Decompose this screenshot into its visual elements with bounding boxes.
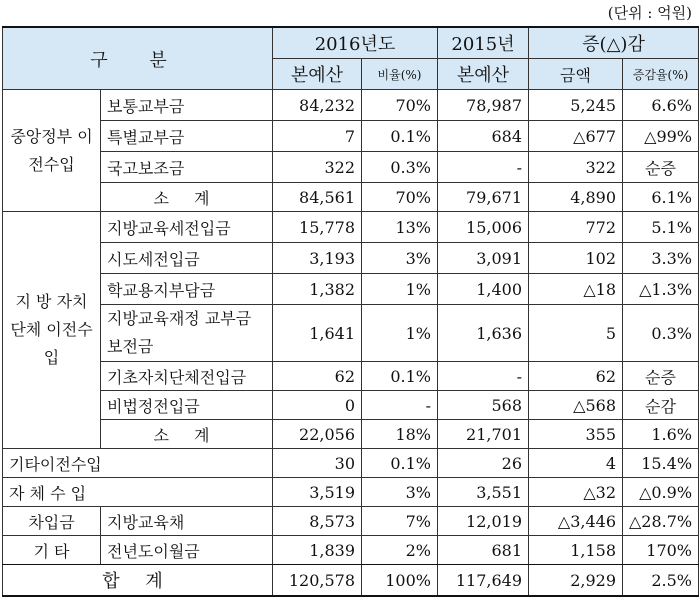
table-row [3,536,699,565]
cell-ratio: 18% [362,420,438,449]
table-row [3,305,699,362]
cell-amount: 62 [529,362,623,391]
cell-amount: 322 [529,152,623,183]
cell-ratio: 100% [362,565,438,597]
cell-rate: 6.6% [623,90,699,121]
grand-total-row [3,565,699,597]
row-item: 시도세전입금 [101,243,273,274]
cell-ratio: 0.3% [362,152,438,183]
cell-ratio: - [362,391,438,420]
cell-amount: 5,245 [529,90,623,121]
group-local: 지 방 자치단체 이전수입 [3,212,101,449]
cell-b2016: 1,382 [273,274,362,305]
cell-rate: △99% [623,121,699,152]
cell-b2016: 8,573 [273,507,362,536]
cell-amount: 772 [529,212,623,243]
cell-rate: 3.3% [623,243,699,274]
table-row [3,391,699,420]
cell-rate: 0.3% [623,305,699,362]
cell-ratio: 1% [362,274,438,305]
budget-table [2,26,699,597]
cell-amount: 102 [529,243,623,274]
cell-amount: 4,890 [529,183,623,212]
row-item: 특별교부금 [101,121,273,152]
cell-b2015: 681 [438,536,529,565]
header-category: 구 분 [3,27,273,90]
cell-b2015: 79,671 [438,183,529,212]
cell-b2015: - [438,152,529,183]
cell-rate: 5.1% [623,212,699,243]
cell-ratio: 0.1% [362,362,438,391]
cell-b2015: 3,091 [438,243,529,274]
cell-ratio: 3% [362,478,438,507]
cell-b2016: 1,641 [273,305,362,362]
cell-amount: △32 [529,478,623,507]
cell-b2016: 1,839 [273,536,362,565]
cell-b2015: 568 [438,391,529,420]
header-ratio: 비율(%) [362,59,438,90]
cell-ratio: 2% [362,536,438,565]
row-item: 기초자치단체전입금 [101,362,273,391]
row-item: 소 계 [101,183,273,212]
cell-b2016: 3,519 [273,478,362,507]
cell-ratio: 0.1% [362,449,438,478]
row-item: 지방교육채 [101,507,273,536]
row-item: 보통교부금 [101,90,273,121]
cell-rate: 순증 [623,152,699,183]
cell-b2016: 22,056 [273,420,362,449]
header-change-rate: 증감율(%) [623,59,699,90]
cell-ratio: 7% [362,507,438,536]
cell-b2016: 84,561 [273,183,362,212]
cell-b2015: 684 [438,121,529,152]
group-grand-total: 합 계 [3,565,273,597]
cell-ratio: 0.1% [362,121,438,152]
row-item: 지방교육재정 교부금보전금 [101,305,273,362]
cell-b2015: 26 [438,449,529,478]
header-2016: 2016년도 [273,27,438,59]
table-row [3,243,699,274]
group-borrow: 차입금 [3,507,101,536]
cell-rate: 15.4% [623,449,699,478]
cell-amount: △677 [529,121,623,152]
subtotal-row [3,420,699,449]
cell-ratio: 1% [362,305,438,362]
row-item: 지방교육세전입금 [101,212,273,243]
cell-b2015: 12,019 [438,507,529,536]
header-row-1 [3,27,699,59]
table-row [3,121,699,152]
cell-b2016: 7 [273,121,362,152]
cell-b2016: 3,193 [273,243,362,274]
cell-b2015: 3,551 [438,478,529,507]
cell-rate: 170% [623,536,699,565]
cell-b2016: 84,232 [273,90,362,121]
cell-rate: △1.3% [623,274,699,305]
header-change: 증(△)감 [529,27,699,59]
cell-amount: △18 [529,274,623,305]
cell-b2015: 21,701 [438,420,529,449]
cell-amount: △568 [529,391,623,420]
cell-rate: 6.1% [623,183,699,212]
header-amount: 금액 [529,59,623,90]
cell-b2015: 15,006 [438,212,529,243]
group-other-transfer: 기타이전수입 [3,449,273,478]
table-row [3,152,699,183]
cell-b2015: 1,636 [438,305,529,362]
cell-rate: 1.6% [623,420,699,449]
cell-b2016: 0 [273,391,362,420]
header-budget-2016: 본예산 [273,59,362,90]
table-row [3,212,699,243]
cell-ratio: 70% [362,183,438,212]
cell-ratio: 13% [362,212,438,243]
cell-amount: △3,446 [529,507,623,536]
group-central: 중앙정부 이전수입 [3,90,101,212]
cell-b2016: 30 [273,449,362,478]
cell-amount: 4 [529,449,623,478]
cell-rate: △28.7% [623,507,699,536]
unit-label: (단위 : 억원) [607,4,692,22]
table-row [3,362,699,391]
cell-rate: △0.9% [623,478,699,507]
table-row [3,478,699,507]
cell-ratio: 70% [362,90,438,121]
cell-b2015: 117,649 [438,565,529,597]
subtotal-row [3,183,699,212]
table-row [3,507,699,536]
header-budget-2015: 본예산 [438,59,529,90]
cell-rate: 2.5% [623,565,699,597]
cell-b2015: 78,987 [438,90,529,121]
cell-b2016: 15,778 [273,212,362,243]
row-item: 소 계 [101,420,273,449]
row-item: 전년도이월금 [101,536,273,565]
cell-ratio: 3% [362,243,438,274]
cell-amount: 1,158 [529,536,623,565]
row-item: 학교용지부담금 [101,274,273,305]
cell-amount: 5 [529,305,623,362]
cell-rate: 순감 [623,391,699,420]
table-row [3,90,699,121]
row-item: 비법정전입금 [101,391,273,420]
cell-b2016: 120,578 [273,565,362,597]
cell-b2016: 322 [273,152,362,183]
cell-amount: 2,929 [529,565,623,597]
cell-rate: 순증 [623,362,699,391]
header-2015: 2015년 [438,27,529,59]
row-item: 국고보조금 [101,152,273,183]
cell-b2016: 62 [273,362,362,391]
group-etc: 기 타 [3,536,101,565]
cell-amount: 355 [529,420,623,449]
table-row [3,449,699,478]
cell-b2015: 1,400 [438,274,529,305]
group-own: 자 체 수 입 [3,478,273,507]
table-row [3,274,699,305]
cell-b2015: - [438,362,529,391]
